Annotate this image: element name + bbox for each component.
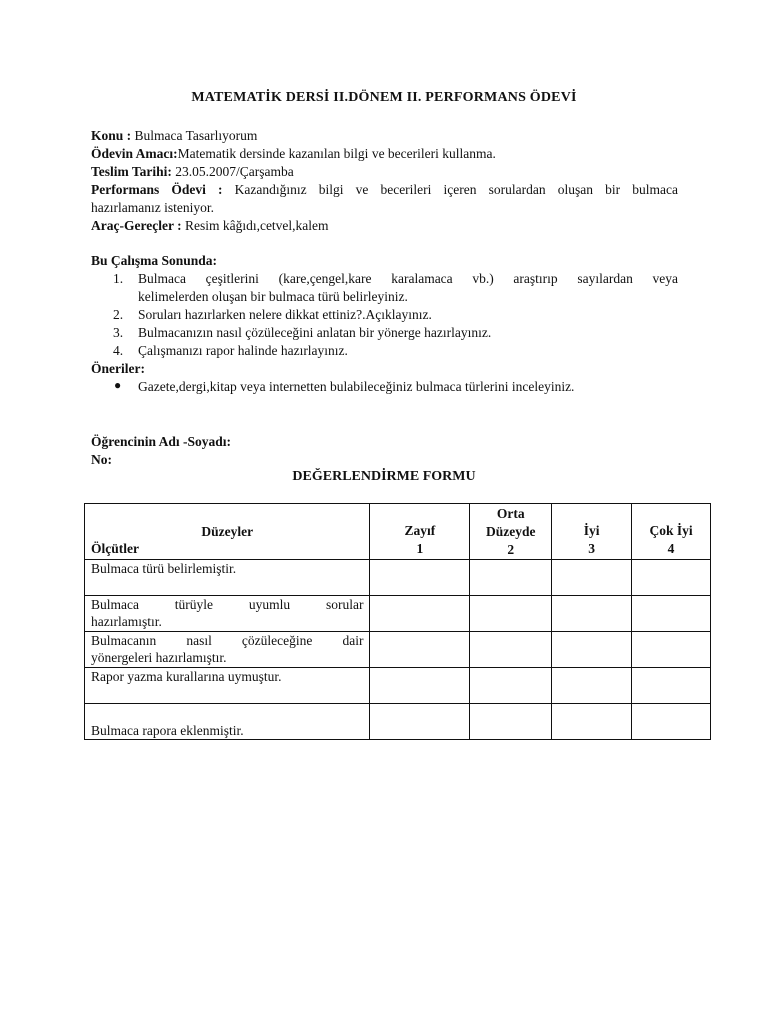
score-cell[interactable] bbox=[370, 596, 470, 632]
oneriler-heading: Öneriler: bbox=[91, 361, 145, 376]
list-item-text: Bulmaca çeşitlerini (kare,çengel,kare karalamaca vb.) araştırıp sayılardan veya bbox=[138, 271, 678, 286]
list-item-number: 2. bbox=[113, 307, 124, 322]
score-cell[interactable] bbox=[370, 632, 470, 668]
document-title: MATEMATİK DERSİ II.DÖNEM II. PERFORMANS ÖDEVİ bbox=[191, 90, 577, 105]
level-name: Düzeyde bbox=[486, 523, 536, 539]
table-row bbox=[85, 596, 711, 632]
score-cell[interactable] bbox=[370, 668, 470, 704]
score-cell[interactable] bbox=[552, 632, 632, 668]
score-cell[interactable] bbox=[632, 560, 711, 596]
teslim-label: Teslim Tarihi: bbox=[91, 164, 172, 179]
level-name-line1: Orta bbox=[496, 505, 525, 521]
criterion-text: Bulmaca rapora eklenmiştir. bbox=[91, 723, 244, 738]
teslim-row bbox=[91, 163, 678, 181]
score-cell[interactable] bbox=[552, 668, 632, 704]
score-cell[interactable] bbox=[470, 632, 552, 668]
performans-value-line2: hazırlamanız isteniyor. bbox=[91, 200, 214, 215]
amac-label: Ödevin Amacı: bbox=[91, 146, 178, 161]
table-row bbox=[85, 560, 711, 596]
evaluation-table bbox=[84, 503, 711, 740]
arac-label: Araç-Gereçler : bbox=[91, 218, 182, 233]
calisma-heading: Bu Çalışma Sonunda: bbox=[91, 253, 218, 268]
criterion-text: Bulmaca türüyle uyumlu sorular bbox=[91, 597, 364, 612]
score-cell[interactable] bbox=[470, 704, 552, 740]
score-cell[interactable] bbox=[470, 596, 552, 632]
level-header-iyi bbox=[552, 504, 632, 560]
score-cell[interactable] bbox=[632, 668, 711, 704]
header-corner-cell bbox=[85, 504, 370, 560]
bullet-icon: ● bbox=[114, 378, 122, 392]
performans-row bbox=[91, 181, 678, 199]
level-name: İyi bbox=[583, 522, 600, 538]
level-header-orta bbox=[470, 504, 552, 560]
level-name: Zayıf bbox=[404, 522, 436, 538]
criterion-cell bbox=[85, 632, 370, 668]
list-item bbox=[113, 270, 678, 306]
level-name: Çok İyi bbox=[649, 522, 693, 538]
criterion-text: Rapor yazma kurallarına uymuştur. bbox=[91, 669, 282, 684]
criterion-text: Bulmaca türü belirlemiştir. bbox=[91, 561, 237, 576]
criterion-text-cont: yönergeleri hazırlamıştır. bbox=[91, 650, 227, 665]
level-header-cok-iyi bbox=[632, 504, 711, 560]
criterion-cell bbox=[85, 668, 370, 704]
table-row bbox=[85, 704, 711, 740]
level-header-zayif bbox=[370, 504, 470, 560]
amac-row bbox=[91, 145, 678, 163]
table-header-row bbox=[85, 504, 711, 560]
score-cell[interactable] bbox=[370, 560, 470, 596]
criterion-cell bbox=[85, 704, 370, 740]
konu-value: Bulmaca Tasarlıyorum bbox=[131, 128, 258, 143]
list-item-number: 1. bbox=[113, 271, 124, 286]
score-cell[interactable] bbox=[632, 596, 711, 632]
konu-label: Konu : bbox=[91, 128, 132, 143]
header-olcutler: Ölçütler bbox=[91, 541, 139, 556]
score-cell[interactable] bbox=[552, 596, 632, 632]
oneriler-bullet-text: Gazete,dergi,kitap veya internetten bulabileceğiniz bulmaca türlerini inceleyiniz. bbox=[138, 379, 575, 394]
score-cell[interactable] bbox=[632, 632, 711, 668]
teslim-value: 23.05.2007/Çarşamba bbox=[171, 164, 294, 179]
table-row bbox=[85, 632, 711, 668]
score-cell[interactable] bbox=[552, 560, 632, 596]
score-cell[interactable] bbox=[632, 704, 711, 740]
student-no-label: No: bbox=[91, 452, 112, 467]
list-item-text-cont: kelimelerden oluşan bir bulmaca türü belirleyiniz. bbox=[138, 289, 408, 304]
list-item-number: 4. bbox=[113, 343, 124, 358]
score-cell[interactable] bbox=[470, 560, 552, 596]
score-cell[interactable] bbox=[552, 704, 632, 740]
list-item-number: 3. bbox=[113, 325, 124, 340]
score-cell[interactable] bbox=[370, 704, 470, 740]
criterion-text-cont: hazırlamıştır. bbox=[91, 614, 162, 629]
score-cell[interactable] bbox=[470, 668, 552, 704]
arac-value: Resim kâğıdı,cetvel,kalem bbox=[181, 218, 329, 233]
performans-label: Performans Ödevi : bbox=[91, 182, 223, 197]
header-duzeyler: Düzeyler bbox=[201, 524, 254, 539]
level-score: 4 bbox=[667, 540, 675, 556]
level-score: 1 bbox=[416, 540, 424, 556]
list-item-text: Soruları hazırlarken nelere dikkat ettiniz?.Açıklayınız. bbox=[138, 307, 432, 322]
level-score: 2 bbox=[507, 541, 515, 557]
level-score: 3 bbox=[588, 540, 596, 556]
form-title: DEĞERLENDİRME FORMU bbox=[292, 469, 476, 484]
criterion-text: Bulmacanın nasıl çözüleceğine dair bbox=[91, 633, 364, 648]
arac-row bbox=[91, 217, 678, 235]
amac-value: Matematik dersinde kazanılan bilgi ve becerileri kullanma. bbox=[177, 146, 496, 161]
performans-value-line1: Kazandığınız bilgi ve becerileri içeren sorulardan oluşan bir bulmaca bbox=[222, 182, 678, 197]
konu-row bbox=[91, 127, 678, 145]
criterion-cell bbox=[85, 596, 370, 632]
table-row bbox=[85, 668, 711, 704]
student-name-label: Öğrencinin Adı -Soyadı: bbox=[91, 434, 232, 449]
list-item-text: Çalışmanızı rapor halinde hazırlayınız. bbox=[138, 343, 348, 358]
criterion-cell bbox=[85, 560, 370, 596]
list-item-text: Bulmacanızın nasıl çözüleceğini anlatan bir yönerge hazırlayınız. bbox=[138, 325, 492, 340]
